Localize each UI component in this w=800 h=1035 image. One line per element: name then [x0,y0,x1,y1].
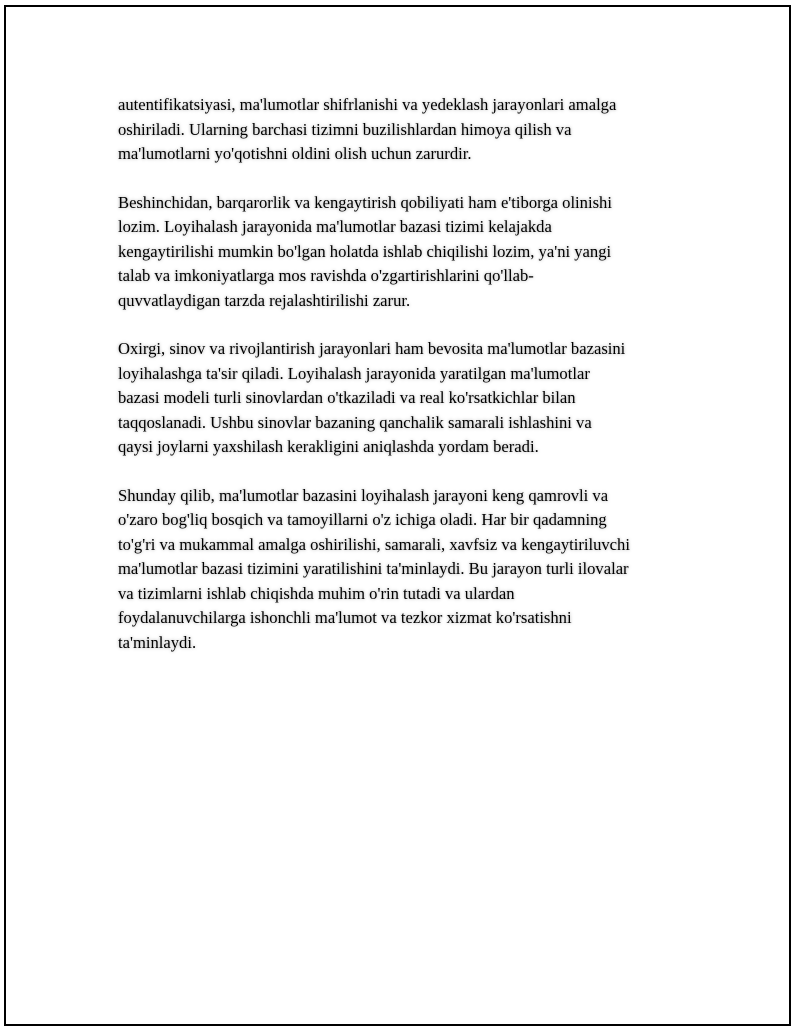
paragraph-testing: Oxirgi, sinov va rivojlantirish jarayonlari ham bevosita ma'lumotlar bazasini loyihalashga ta'sir qiladi. Loyihalash jarayonida yaratilgan ma'lumotlar bazasi modeli turli sinovlardan o'tkaziladi va real ko'rsatkichlar bilan taqqoslanadi. Ushbu sinovlar bazaning qanchalik samarali ishlashini va qaysi joylarni yaxshilash kerakligini aniqlashda yordam beradi. [118,339,626,456]
paragraph-scalability: Beshinchidan, barqarorlik va kengaytirish qobiliyati ham e'tiborga olinishi lozim. Loyihalash jarayonida ma'lumotlar bazasi tizimi kelajakda kengaytirilishi mumkin bo'lgan holatda ishlab chiqilishi lozim, ya'ni yangi talab va imkoniyatlarga mos ravishda o'zgartirishlarini qo'llab- quvvatlaydigan tarzda rejalashtirilishi zarur. [118,192,612,310]
document-body [118,93,688,679]
paragraph-conclusion: Shunday qilib, ma'lumotlar bazasini loyihalash jarayoni keng qamrovli va o'zaro bog'liq bosqich va tamoyillarni o'z ichiga oladi. Har bir qadamning to'g'ri va mukammal amalga oshirilishi, samarali, xavfsiz va kengaytiriluvchi ma'lumotlar bazasi tizimini yaratilishini ta'minlaydi. Bu jarayon turli ilovalar va tizimlarni ishlab chiqishda muhim o'rin tutadi va ulardan foydalanuvchilarga ishonchli ma'lumot va tezkor xizmat ko'rsatishni ta'minlaydi. [118,485,630,652]
paragraph-security: autentifikatsiyasi, ma'lumotlar shifrlanishi va yedeklash jarayonlari amalga oshiriladi. Ularning barchasi tizimni buzilishlardan himoya qilish va ma'lumotlarni yo'qotishni oldini olish uchun zarurdir. [118,95,617,163]
